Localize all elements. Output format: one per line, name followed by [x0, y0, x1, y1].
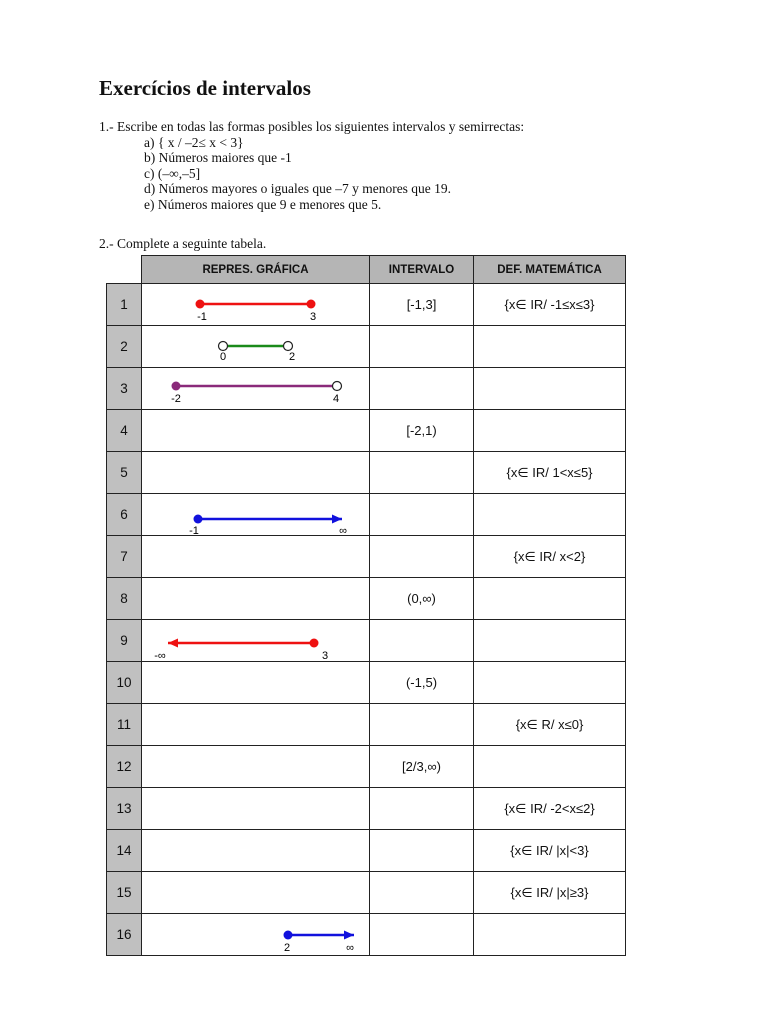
interval-cell[interactable]	[370, 830, 474, 872]
graph-cell[interactable]	[142, 536, 370, 578]
graph-cell[interactable]	[142, 284, 370, 326]
right-closed-point	[307, 300, 316, 309]
end-label: 2	[288, 351, 296, 363]
end-label: 4	[332, 393, 340, 405]
start-label: -2	[171, 393, 181, 405]
end-label: 3	[321, 650, 329, 661]
header-blank-cell	[107, 256, 142, 284]
row-number: 3	[107, 368, 142, 410]
graph-cell[interactable]	[142, 578, 370, 620]
start-label: -1	[197, 311, 207, 323]
row-number: 6	[107, 494, 142, 536]
interval-cell[interactable]: (0,∞)	[370, 578, 474, 620]
right-closed-point	[310, 639, 319, 648]
graph-cell[interactable]	[142, 662, 370, 704]
table-row	[107, 452, 626, 494]
row-number: 16	[107, 914, 142, 956]
table-row	[107, 872, 626, 914]
left-open-point	[219, 342, 228, 351]
table-row	[107, 830, 626, 872]
graph-cell[interactable]	[142, 368, 370, 410]
row-number: 12	[107, 746, 142, 788]
graph-cell[interactable]	[142, 872, 370, 914]
number-line	[142, 284, 368, 325]
row-number: 7	[107, 536, 142, 578]
question-1-item-a: a) { x / –2≤ x < 3}	[144, 134, 244, 150]
table-body	[107, 284, 626, 956]
graph-cell[interactable]	[142, 788, 370, 830]
start-label: 2	[283, 942, 291, 954]
left-closed-point	[284, 931, 293, 940]
definition-cell[interactable]	[474, 662, 626, 704]
question-1	[99, 119, 524, 213]
table-row	[107, 410, 626, 452]
interval-cell[interactable]: [2/3,∞)	[370, 746, 474, 788]
table-row	[107, 578, 626, 620]
graph-cell[interactable]	[142, 452, 370, 494]
definition-cell[interactable]	[474, 368, 626, 410]
row-number: 14	[107, 830, 142, 872]
header-graph: REPRES. GRÁFICA	[142, 256, 370, 284]
question-1-item-b: b) Números maiores que -1	[144, 150, 292, 166]
table-header-row	[107, 256, 626, 284]
row-number: 9	[107, 620, 142, 662]
graph-cell[interactable]	[142, 704, 370, 746]
left-closed-point	[196, 300, 205, 309]
interval-cell[interactable]	[370, 536, 474, 578]
table-row	[107, 704, 626, 746]
right-open-point	[333, 382, 342, 391]
row-number: 1	[107, 284, 142, 326]
interval-cell[interactable]	[370, 620, 474, 662]
interval-cell[interactable]: [-2,1)	[370, 410, 474, 452]
definition-cell[interactable]	[474, 620, 626, 662]
graph-cell[interactable]	[142, 830, 370, 872]
question-1-item-d: d) Números mayores o iguales que –7 y menores que 19.	[144, 181, 452, 197]
left-closed-point	[172, 382, 181, 391]
interval-cell[interactable]	[370, 788, 474, 830]
interval-cell[interactable]	[370, 704, 474, 746]
table-row	[107, 620, 626, 662]
question-1-prompt: 1.- Escribe en todas las formas posibles los siguientes intervalos y semirrectas:	[99, 119, 525, 134]
number-line	[142, 620, 368, 661]
interval-cell[interactable]	[370, 326, 474, 368]
definition-cell[interactable]	[474, 914, 626, 956]
interval-cell[interactable]: (-1,5)	[370, 662, 474, 704]
graph-cell[interactable]	[142, 914, 370, 956]
row-number: 11	[107, 704, 142, 746]
table-row	[107, 326, 626, 368]
definition-cell[interactable]: {x∈ IR/ 1<x≤5}	[474, 452, 626, 494]
question-1-items	[144, 135, 524, 213]
definition-cell[interactable]	[474, 410, 626, 452]
right-arrowhead	[344, 931, 354, 940]
row-number: 15	[107, 872, 142, 914]
definition-cell[interactable]: {x∈ IR/ |x|≥3}	[474, 872, 626, 914]
table-row	[107, 914, 626, 956]
end-label: 3	[309, 311, 317, 323]
row-number: 10	[107, 662, 142, 704]
number-line	[142, 326, 368, 367]
interval-cell[interactable]	[370, 872, 474, 914]
table-row	[107, 494, 626, 536]
table-row	[107, 788, 626, 830]
right-open-point	[284, 342, 293, 351]
graph-cell[interactable]	[142, 746, 370, 788]
graph-cell[interactable]	[142, 494, 370, 536]
end-label: ∞	[339, 525, 347, 535]
header-definition: DEF. MATEMÁTICA	[474, 256, 626, 284]
table-row	[107, 746, 626, 788]
intervals-table	[106, 255, 626, 956]
end-label: ∞	[346, 942, 354, 954]
interval-cell[interactable]	[370, 368, 474, 410]
table-row	[107, 368, 626, 410]
question-2-prompt: 2.- Complete a seguinte tabela.	[99, 236, 267, 251]
table-row	[107, 536, 626, 578]
definition-cell[interactable]	[474, 578, 626, 620]
graph-cell[interactable]	[142, 410, 370, 452]
interval-cell[interactable]	[370, 914, 474, 956]
row-number: 2	[107, 326, 142, 368]
number-line	[142, 368, 368, 409]
interval-cell[interactable]: [-1,3]	[370, 284, 474, 326]
definition-cell[interactable]: {x∈ IR/ |x|<3}	[474, 830, 626, 872]
interval-cell[interactable]	[370, 452, 474, 494]
start-label: -1	[189, 525, 199, 535]
row-number: 5	[107, 452, 142, 494]
row-number: 4	[107, 410, 142, 452]
start-label: -∞	[154, 650, 166, 661]
row-number: 13	[107, 788, 142, 830]
interval-cell[interactable]	[370, 494, 474, 536]
header-interval: INTERVALO	[370, 256, 474, 284]
definition-cell[interactable]	[474, 494, 626, 536]
definition-cell[interactable]: {x∈ IR/ -1≤x≤3}	[474, 284, 626, 326]
number-line	[142, 914, 368, 955]
definition-cell[interactable]	[474, 746, 626, 788]
left-arrowhead	[168, 639, 178, 648]
table-row	[107, 662, 626, 704]
right-arrowhead	[332, 515, 342, 524]
definition-cell[interactable]: {x∈ R/ x≤0}	[474, 704, 626, 746]
table-row	[107, 284, 626, 326]
row-number: 8	[107, 578, 142, 620]
graph-cell[interactable]	[142, 620, 370, 662]
question-1-item-e: e) Números maiores que 9 e menores que 5.	[144, 196, 382, 212]
definition-cell[interactable]: {x∈ IR/ -2<x≤2}	[474, 788, 626, 830]
definition-cell[interactable]	[474, 326, 626, 368]
left-closed-point	[194, 515, 203, 524]
start-label: 0	[219, 351, 227, 363]
page-title: Exercícios de intervalos	[99, 76, 311, 100]
number-line	[142, 494, 368, 535]
definition-cell[interactable]: {x∈ IR/ x<2}	[474, 536, 626, 578]
question-1-item-c: c) (–∞,–5]	[144, 165, 201, 181]
graph-cell[interactable]	[142, 326, 370, 368]
